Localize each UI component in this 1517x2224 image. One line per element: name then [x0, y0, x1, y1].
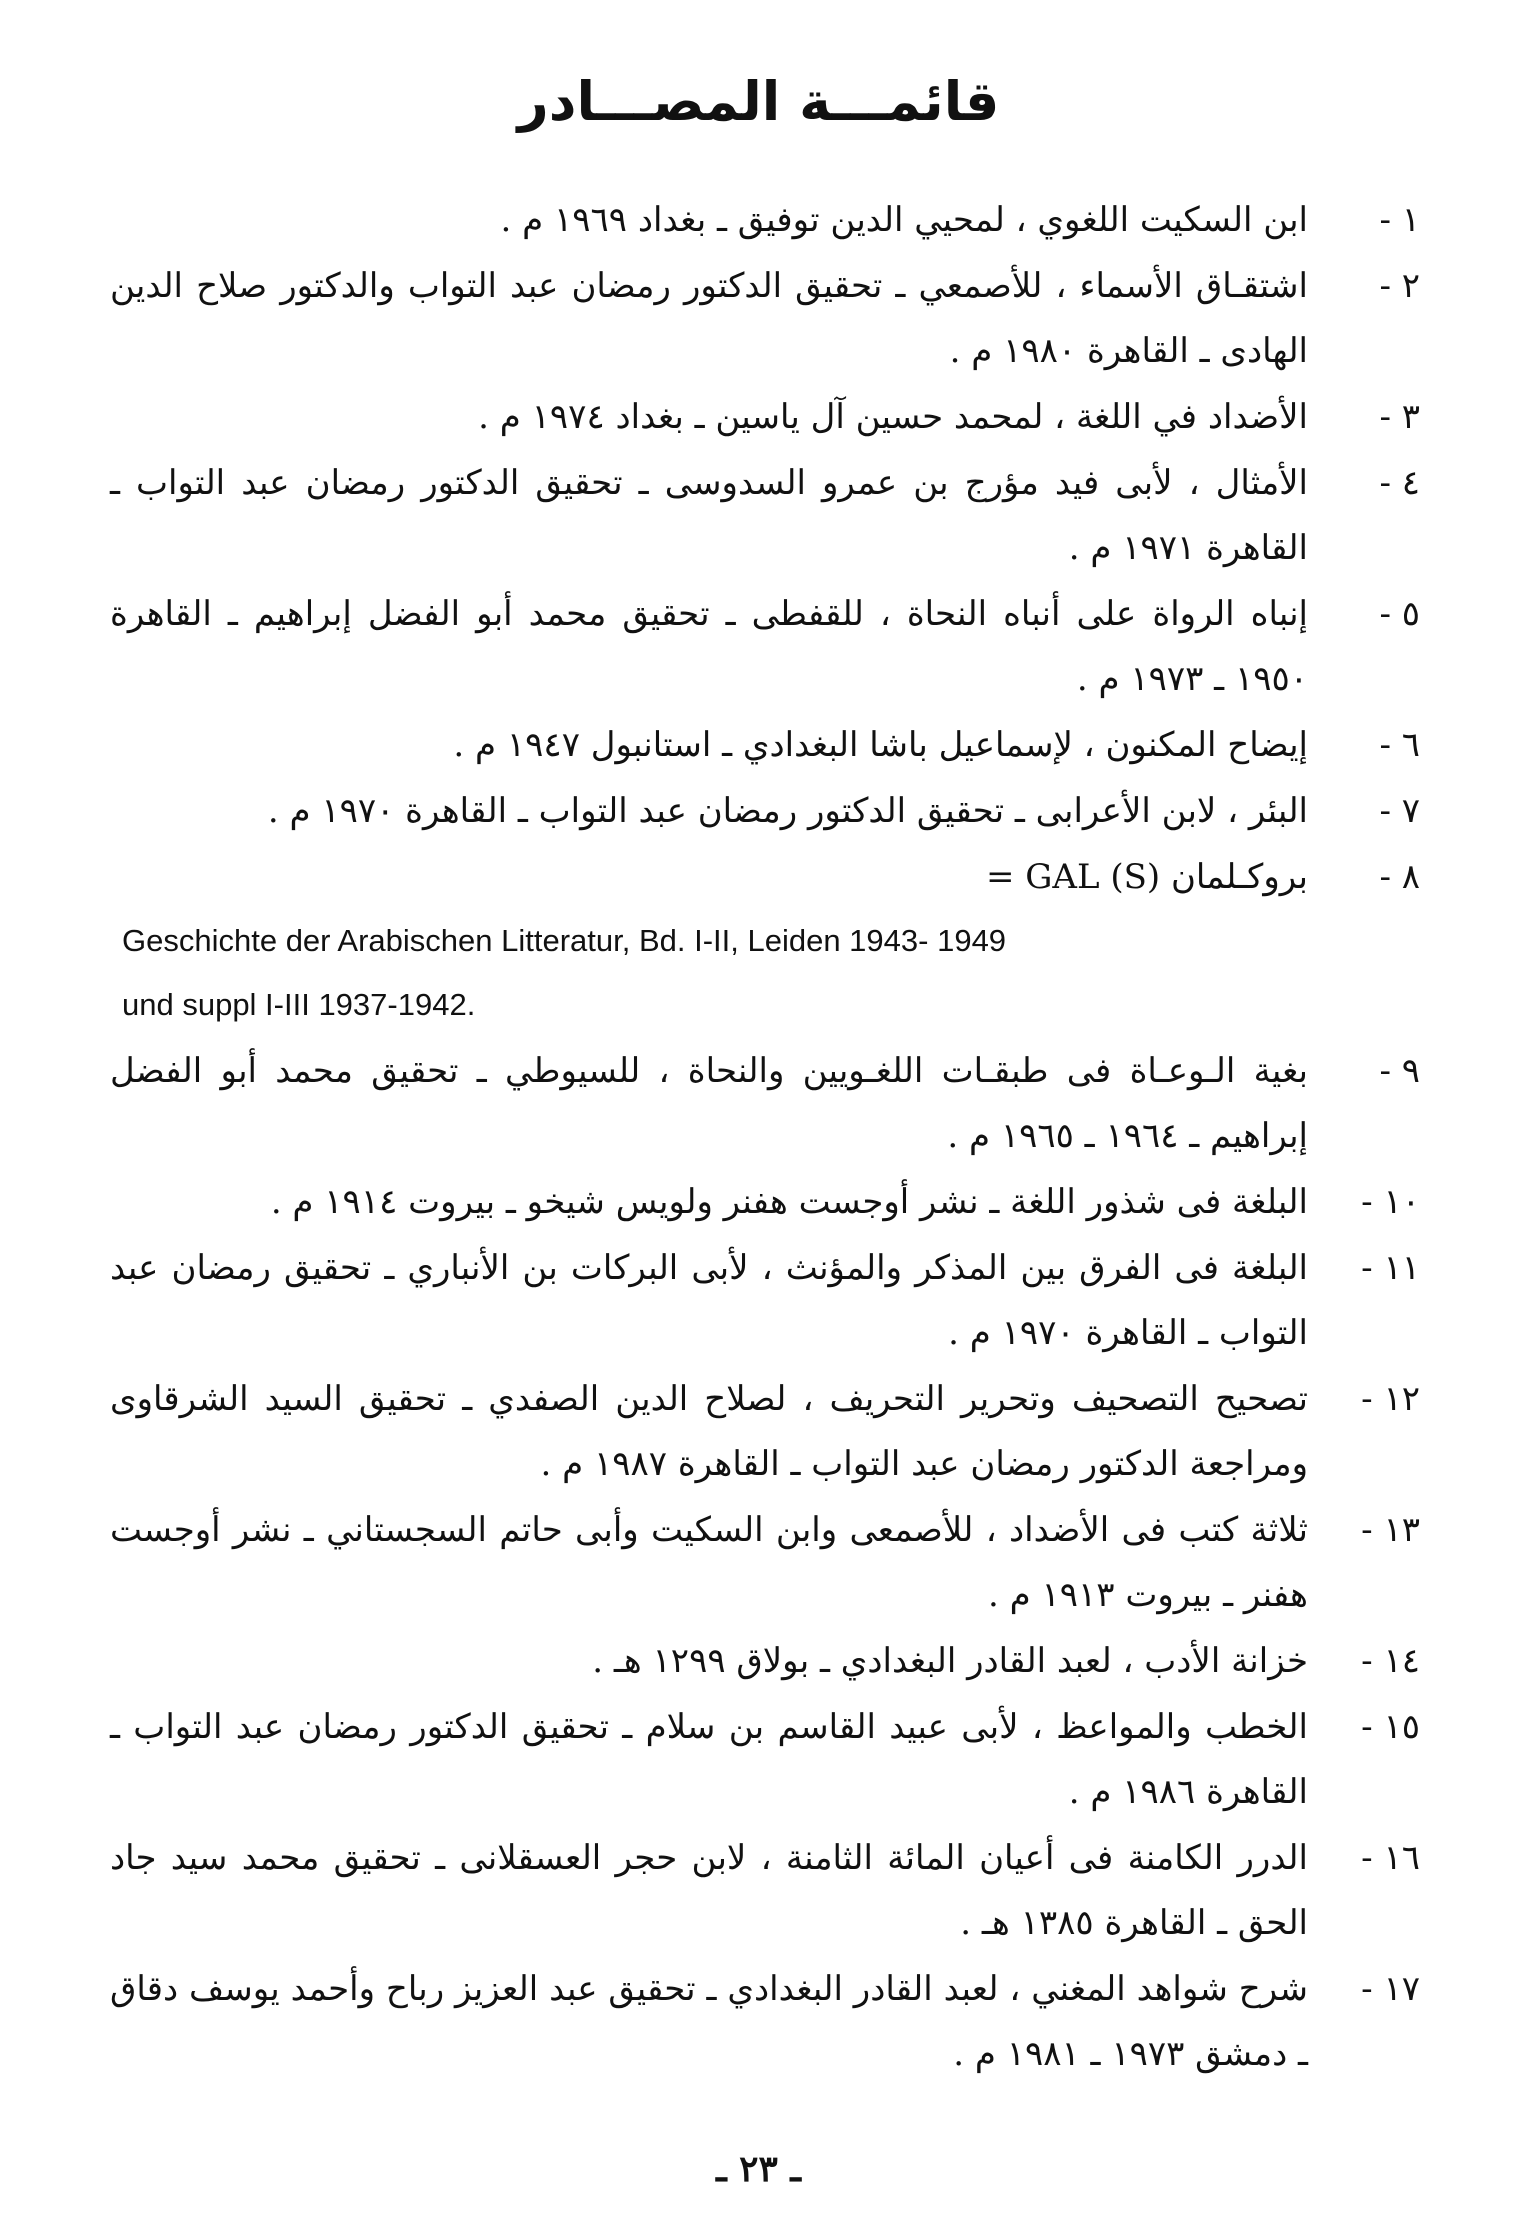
entry-number: ١١ -: [1361, 1248, 1420, 1288]
list-item: [110, 1367, 1420, 1497]
entry-text: الأضداد في اللغة ، لمحمد حسين آل ياسين ـ بغداد ١٩٧٤ م .: [478, 397, 1308, 437]
entry-text: البلغة فى الفرق بين المذكر والمؤنث ، لأبى البركات بن الأنباري ـ تحقيق رمضان عبد التواب ـ القاهرة ١٩٧٠ م .: [110, 1248, 1308, 1353]
list-item: [110, 385, 1420, 450]
list-item: [110, 1695, 1420, 1825]
entry-text: شرح شواهد المغني ، لعبد القادر البغدادي ـ تحقيق عبد العزيز رباح وأحمد يوسف دقاق ـ دمشق ١٩٧٣ ـ ١٩٨١ م .: [110, 1969, 1308, 2074]
entry-text: الدرر الكامنة فى أعيان المائة الثامنة ، لابن حجر العسقلانى ـ تحقيق محمد سيد جاد الحق ـ القاهرة ١٣٨٥ هـ .: [110, 1838, 1308, 1943]
sources-group-1: [110, 188, 1420, 910]
entry-text: الأمثال ، لأبى فيد مؤرج بن عمرو السدوسى ـ تحقيق الدكتور رمضان عبد التواب ـ القاهرة ١٩٧١ م .: [110, 463, 1308, 568]
list-item: [110, 1170, 1420, 1235]
list-item: [110, 451, 1420, 581]
list-item: [110, 1039, 1420, 1169]
entry-text: بغية الـوعـاة فى طبقـات اللغـويين والنحاة ، للسيوطي ـ تحقيق محمد أبو الفضل إبراهيم ـ ١٩٦٤ ـ ١٩٦٥ م .: [110, 1051, 1308, 1156]
list-item: [110, 1498, 1420, 1628]
entry-text: اشتقـاق الأسماء ، للأصمعي ـ تحقيق الدكتور رمضان عبد التواب والدكتور صلاح الدين الهادى ـ القاهرة ١٩٨٠ م .: [110, 266, 1308, 371]
entry-number: ١٣ -: [1361, 1510, 1420, 1550]
entry-number: ٢ -: [1379, 266, 1420, 306]
list-item: [110, 1957, 1420, 2087]
entry-number: ١٧ -: [1361, 1969, 1420, 2009]
list-item: [110, 188, 1420, 253]
entry-number: ١٦ -: [1361, 1838, 1420, 1878]
list-item: [110, 582, 1420, 712]
list-item: [110, 1629, 1420, 1694]
entry-number: ٧ -: [1379, 791, 1420, 831]
entry-text: إيضاح المكنون ، لإسماعيل باشا البغدادي ـ استانبول ١٩٤٧ م .: [453, 725, 1308, 765]
entry-text: البئر ، لابن الأعرابى ـ تحقيق الدكتور رمضان عبد التواب ـ القاهرة ١٩٧٠ م .: [267, 791, 1308, 831]
entry-number: ٣ -: [1379, 397, 1420, 437]
entry-number: ٨ -: [1379, 857, 1420, 897]
list-item: [110, 779, 1420, 844]
entry-number: ١٤ -: [1361, 1641, 1420, 1681]
list-item: [110, 1236, 1420, 1366]
entry-number: ١٥ -: [1361, 1707, 1420, 1747]
page-title: قائمـــة المصـــادر: [517, 70, 1000, 133]
entry-number: ١٢ -: [1361, 1379, 1420, 1419]
entry-number: ٤ -: [1379, 463, 1420, 503]
page-number: ـ ٢٣ ـ: [716, 2148, 801, 2190]
sources-group-2: [110, 1039, 1420, 2087]
entry-text: خزانة الأدب ، لعبد القادر البغدادي ـ بولاق ١٢٩٩ هـ .: [592, 1641, 1308, 1681]
entry-number: ٥ -: [1379, 594, 1420, 634]
entry-text: ابن السكيت اللغوي ، لمحيي الدين توفيق ـ بغداد ١٩٦٩ م .: [500, 200, 1308, 240]
entry-text: ثلاثة كتب فى الأضداد ، للأصمعى وابن السكيت وأبى حاتم السجستاني ـ نشر أوجست هفنر ـ بيروت ١٩١٣ م .: [110, 1510, 1308, 1615]
latin-line: Geschichte der Arabischen Litteratur, Bd. I-II, Leiden 1943- 1949: [122, 923, 1007, 958]
entry-text: البلغة فى شذور اللغة ـ نشر أوجست هفنر ولويس شيخو ـ بيروت ١٩١٤ م .: [270, 1182, 1308, 1222]
entry-text: الخطب والمواعظ ، لأبى عبيد القاسم بن سلام ـ تحقيق الدكتور رمضان عبد التواب ـ القاهرة ١٩٨٦ م .: [110, 1707, 1308, 1812]
list-item: [110, 845, 1420, 910]
entry-text: بروكـلمان GAL (S) =: [985, 857, 1308, 897]
entry-number: ٩ -: [1379, 1051, 1420, 1091]
entry-number: ١٠ -: [1361, 1182, 1420, 1222]
entry-number: ١ -: [1379, 200, 1420, 240]
list-item: [110, 1826, 1420, 1956]
entry-text: إنباه الرواة على أنباه النحاة ، للقفطى ـ تحقيق محمد أبو الفضل إبراهيم ـ القاهرة ١٩٥٠ ـ ١٩٧٣ م .: [110, 594, 1308, 699]
entry-text: تصحيح التصحيف وتحرير التحريف ، لصلاح الدين الصفدي ـ تحقيق السيد الشرقاوى ومراجعة الدكتور رمضان عبد التواب ـ القاهرة ١٩٨٧ م .: [110, 1379, 1308, 1484]
sources-list: [110, 188, 1420, 2088]
latin-line: und suppl I-III 1937-1942.: [122, 987, 476, 1022]
list-item: [110, 254, 1420, 384]
entry-number: ٦ -: [1379, 725, 1420, 765]
list-item: [110, 713, 1420, 778]
